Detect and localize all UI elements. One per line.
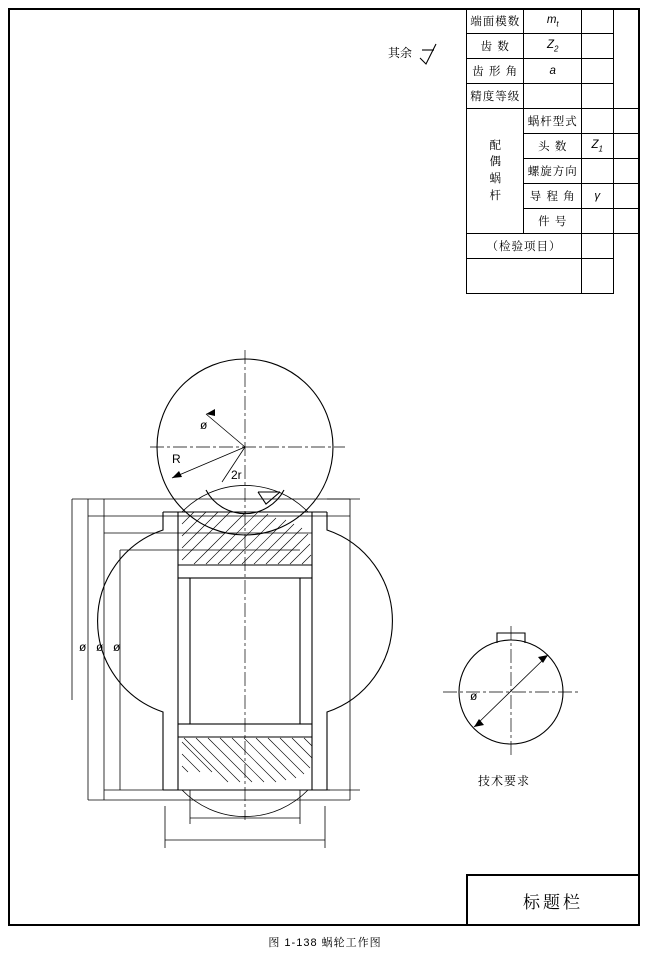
- param-value: [613, 184, 639, 209]
- param-label: [467, 259, 582, 294]
- technical-requirements-label: 技术要求: [478, 774, 531, 788]
- param-label: 精度等级: [467, 84, 524, 109]
- param-symbol: a: [524, 59, 581, 84]
- param-label: 螺旋方向: [524, 159, 581, 184]
- param-value: [581, 259, 613, 294]
- param-symbol: $Z_2$: [524, 34, 581, 59]
- param-value: [581, 59, 613, 84]
- title-block-label: 标题栏: [523, 892, 583, 913]
- param-value: [613, 109, 639, 134]
- param-value: [613, 134, 639, 159]
- table-row: [467, 84, 640, 109]
- param-symbol: [581, 209, 613, 234]
- table-row: [467, 34, 640, 59]
- inspection-items-label: （检验项目）: [467, 234, 582, 259]
- mating-worm-group-label: 配 偶 蜗 杆: [467, 109, 524, 234]
- title-block: [466, 874, 640, 926]
- param-symbol: γ: [581, 184, 613, 209]
- table-row: [467, 259, 640, 294]
- param-symbol: $m_t$: [524, 9, 581, 34]
- surface-finish-note: [388, 44, 412, 61]
- surface-finish-text: 其余: [388, 46, 413, 60]
- param-symbol: [524, 84, 581, 109]
- param-symbol: $Z_1$: [581, 134, 613, 159]
- table-row: [467, 59, 640, 84]
- param-symbol: [581, 109, 613, 134]
- table-row: [467, 234, 640, 259]
- param-value: [581, 34, 613, 59]
- param-label: 齿 形 角: [467, 59, 524, 84]
- figure-caption: 图 1-138 蜗轮工作图: [268, 937, 382, 949]
- param-value: [581, 234, 613, 259]
- param-label: 导 程 角: [524, 184, 581, 209]
- gear-parameter-table: [466, 8, 640, 294]
- param-value: [613, 209, 639, 234]
- pitch-diameter-label: ø: [96, 640, 104, 654]
- bore-diameter-label: ø: [113, 640, 121, 654]
- side-view-diameter-label: ø: [470, 689, 478, 703]
- param-label: 齿 数: [467, 34, 524, 59]
- param-label: 蜗杆型式: [524, 109, 581, 134]
- param-label: 件 号: [524, 209, 581, 234]
- radius-label: R: [172, 452, 181, 466]
- param-value: [581, 9, 613, 34]
- param-value: [613, 159, 639, 184]
- param-symbol: [581, 159, 613, 184]
- table-row: [467, 9, 640, 34]
- table-row: [467, 109, 640, 134]
- param-value: [581, 84, 613, 109]
- param-label: 端面模数: [467, 9, 524, 34]
- throat-radius-label: 2r: [231, 468, 242, 482]
- param-label: 头 数: [524, 134, 581, 159]
- outer-diameter-label: ø: [79, 640, 87, 654]
- tip-diameter-label: ø: [200, 418, 208, 432]
